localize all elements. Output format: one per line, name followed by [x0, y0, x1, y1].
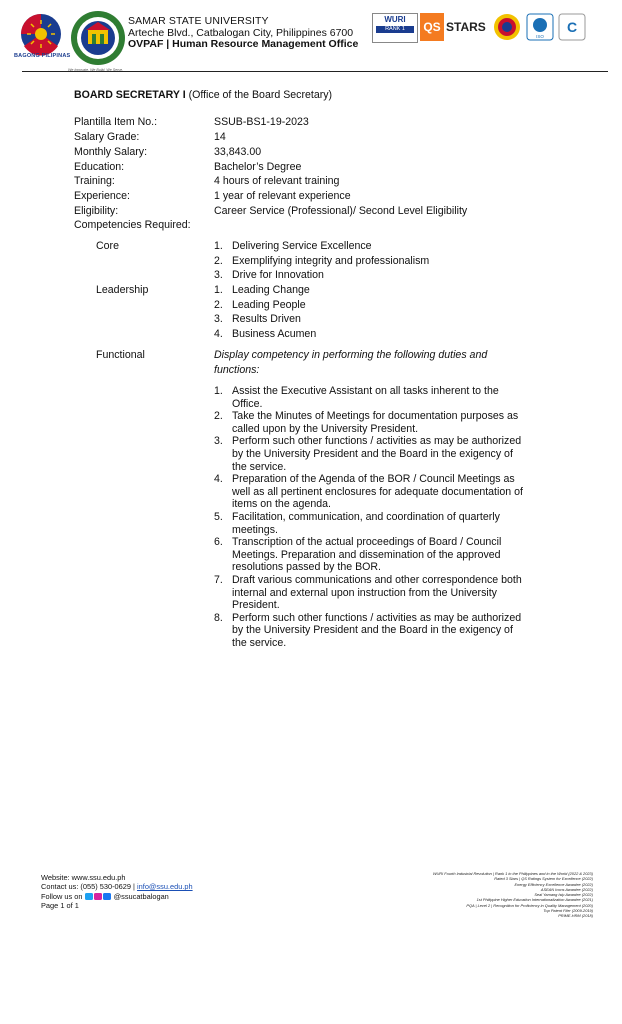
core-competency-list	[214, 239, 524, 283]
functional-note: Display competency in performing the following duties and functions:	[214, 349, 488, 376]
award-line: Rated 3 Stars | QS Ratings System for Excellence (2022)	[494, 876, 593, 882]
qs-badge: QS	[420, 13, 444, 41]
svg-text:C: C	[566, 19, 578, 35]
award-line: 1st Philippine Higher Education Internationalization Awardee (2021)	[476, 897, 593, 903]
ssu-seal-logo	[70, 10, 126, 66]
list-item: 1. Delivering Service Excellence	[214, 240, 372, 252]
list-item: 4. Preparation of the Agenda of the BOR / Council Meetings as well as all pertinent enclosures for adequate documentation of items on the agenda.	[214, 473, 523, 511]
functional-duties-list	[214, 385, 524, 649]
list-item: 8. Perform such other functions / activities as may be authorized by the University President and the Board in the exigency of the service.	[214, 611, 522, 649]
functional-label: Functional	[96, 349, 145, 361]
certification-c-icon	[558, 13, 586, 41]
list-item-text: Assist the Executive Assistant on all tasks inherent to the Office.	[232, 385, 499, 410]
detail-label: Experience:	[74, 190, 130, 202]
list-item: 3. Results Driven	[214, 313, 301, 326]
letterhead	[0, 0, 622, 74]
list-item: 2. Take the Minutes of Meetings for documentation purposes as called upon by the University President.	[214, 410, 519, 435]
list-item: 3. Drive for Innovation	[214, 269, 324, 282]
list-item: 4. Business Acumen	[214, 327, 317, 340]
office-name: OVPAF | Human Resource Management Office	[128, 38, 359, 50]
social-handle: @ssucatbalogan	[113, 891, 169, 901]
seal-tagline: We Innovate. We Build. We Serve.	[68, 68, 124, 72]
detail-label: Education:	[74, 161, 125, 173]
list-item: 7. Draft various communications and other correspondence both internal and external upon instruction from the University President.	[214, 573, 522, 612]
bagong-pilipinas-logo	[16, 10, 66, 68]
core-label: Core	[96, 240, 119, 252]
detail-value: 1 year of relevant experience	[214, 190, 351, 202]
detail-value: 4 hours of relevant training	[214, 175, 340, 187]
wuri-badge	[372, 13, 418, 43]
list-item: 3. Perform such other functions / activities as may be authorized by the University President and the Board in the exigency of the service.	[214, 435, 522, 473]
detail-value: SSUB-BS1-19-2023	[214, 116, 309, 128]
award-line: Energy Efficiency Excellence Awardee (2022)	[514, 881, 593, 887]
instagram-icon[interactable]	[94, 893, 102, 900]
detail-label: Monthly Salary:	[74, 146, 148, 158]
list-item-text: Leading People	[232, 298, 306, 311]
list-item: 1. Leading Change	[214, 284, 310, 296]
university-address: Arteche Blvd., Catbalogan City, Philippines 6700	[128, 26, 354, 39]
leadership-label: Leadership	[96, 284, 149, 296]
list-item-text: Leading Change	[232, 284, 310, 296]
iso-certification-icon	[526, 13, 554, 41]
list-item: 6. Transcription of the actual proceedings of Board / Council Meetings. Preparation and dissemination of the approved resolutions passed by the BOR.	[214, 536, 502, 574]
detail-label: Competencies Required:	[74, 219, 191, 231]
header-divider	[22, 71, 608, 72]
university-info	[128, 16, 358, 51]
footer-contact-line	[41, 882, 193, 891]
detail-label: Plantilla Item No.:	[74, 116, 158, 128]
email-link[interactable]: info@ssu.edu.ph	[137, 882, 193, 892]
wuri-rank-label: RANK 1	[376, 26, 414, 33]
list-item: 1. Assist the Executive Assistant on all tasks inherent to the Office.	[214, 385, 499, 410]
footer-phone: Contact us: (055) 530-0629 |	[41, 882, 138, 892]
list-item: 5. Facilitation, communication, and coordination of quarterly meetings.	[214, 510, 500, 536]
leadership-competency-list	[214, 283, 524, 341]
detail-value: Career Service (Professional)/ Second Level Eligibility	[214, 205, 468, 217]
detail-value: Bachelor’s Degree	[214, 161, 302, 173]
detail-value: 33,843.00	[214, 146, 262, 158]
footer-website: Website: www.ssu.edu.ph	[41, 873, 126, 882]
detail-value: 14	[214, 131, 226, 143]
award-line: Top Patent Filer (2009-2019)	[543, 908, 593, 914]
footer-awards	[333, 871, 593, 919]
award-line: Seal Yamang Isip Awardee (2022)	[534, 892, 593, 898]
position-office: (Office of the Board Secretary)	[188, 89, 333, 101]
list-item: 2. Leading People	[214, 298, 306, 311]
svg-text:ISO: ISO	[536, 34, 544, 39]
list-item-text: Take the Minutes of Meetings for documentation purposes as called upon by the University President.	[232, 410, 519, 435]
detail-label: Eligibility:	[74, 205, 119, 217]
award-line: PRIME-HRM (2018)	[558, 913, 593, 919]
facebook-icon[interactable]	[103, 893, 111, 900]
page-number: Page 1 of 1	[41, 901, 79, 911]
list-item-text: Business Acumen	[232, 327, 317, 340]
detail-label: Training:	[74, 175, 115, 187]
twitter-icon[interactable]	[85, 893, 93, 900]
stars-label: STARS	[446, 20, 486, 34]
list-item-text: Transcription of the actual proceedings of Board / Council Meetings. Preparation and dissemination of the approved resolutions passed by the BOR.	[232, 536, 502, 574]
detail-label: Salary Grade:	[74, 131, 140, 143]
position-name: BOARD SECRETARY I	[74, 89, 186, 101]
seal-award-icon	[492, 12, 522, 42]
list-item-text: Facilitation, communication, and coordination of quarterly meetings.	[232, 510, 500, 536]
list-item-text: Preparation of the Agenda of the BOR / Council Meetings as well as all pertinent enclosures for adequate documentation of items on the agenda.	[232, 473, 523, 511]
list-item: 2. Exemplifying integrity and professionalism	[214, 254, 430, 267]
list-item-text: Delivering Service Excellence	[232, 240, 372, 252]
award-line: ASEAN Icons Awardee (2022)	[540, 886, 593, 892]
position-title	[74, 88, 332, 103]
footer-social	[41, 892, 193, 901]
university-name: SAMAR STATE UNIVERSITY	[128, 15, 269, 27]
award-line: PQA | Level 2 | Recognition for Proficiency in Quality Management (2020)	[466, 902, 593, 908]
list-item-text: Exemplifying integrity and professionalism	[232, 254, 430, 267]
follow-label: Follow us on	[41, 891, 83, 901]
award-line: WURI Fourth Industrial Revolution | Rank 1 in the Philippines and in the World (2022 & 2023)	[432, 871, 593, 876]
bagong-pilipinas-label: BAGONG PILIPINAS	[14, 53, 71, 59]
list-item-text: Perform such other functions / activities as may be authorized by the University President and the Board in the exigency of the service.	[232, 611, 522, 649]
list-item-text: Drive for Innovation	[232, 269, 324, 282]
wuri-label: WURI	[384, 15, 406, 24]
list-item-text: Perform such other functions / activities as may be authorized by the University President and the Board in the exigency of the service.	[232, 435, 522, 473]
list-item-text: Results Driven	[232, 313, 301, 326]
list-item-text: Draft various communications and other correspondence both internal and external upon instruction from the University President.	[232, 573, 522, 612]
footer-contact	[41, 873, 193, 911]
